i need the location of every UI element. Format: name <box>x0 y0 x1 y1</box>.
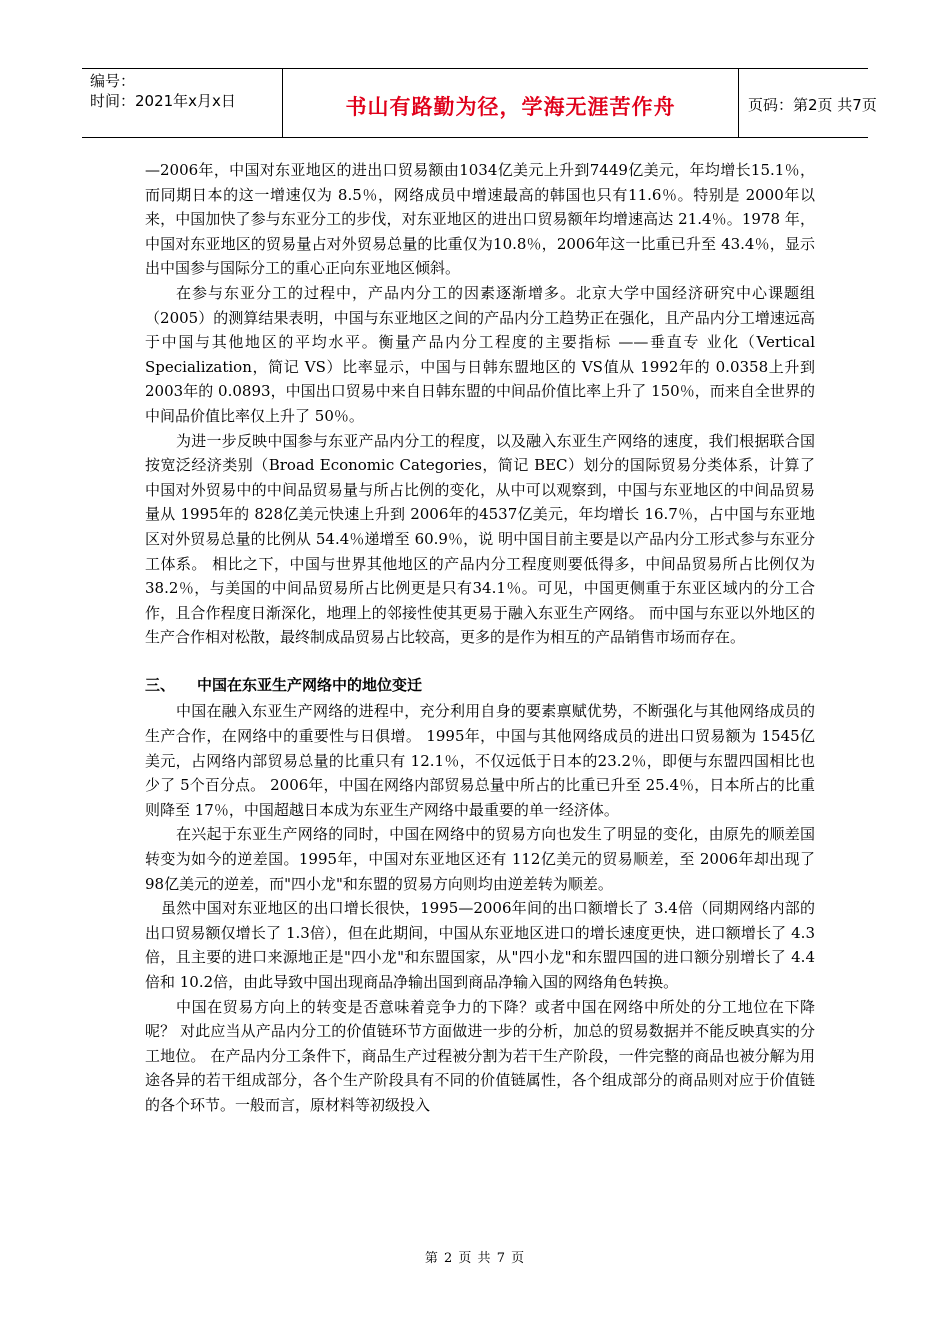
section-title: 中国在东亚生产网络中的地位变迁 <box>197 675 423 694</box>
header-page-cell <box>738 69 877 137</box>
paragraph: 虽然中国对东亚地区的出口增长很快，1995—2006年间的出口额增长了 3.4倍（同期网络内部的出口贸易额仅增长了 1.3倍），但在此期间，中国从东亚地区进口的增长速度更快，进口额增长了 4.3倍，且主要的进口来源地正是"四小龙"和东盟国家，从"四小龙"和东盟四国的进口额分别增长了 4.4倍和 10.2倍，由此导致中国出现商品净输出国到商品净输入国的网络角色转换。 <box>145 899 815 991</box>
document-body <box>145 158 815 1118</box>
document-number-label: 编号： <box>90 72 136 90</box>
header-meta <box>82 69 282 137</box>
document-time-label: 时间：2021年x月x日 <box>90 92 236 110</box>
section-heading <box>145 673 815 698</box>
paragraph: 为进一步反映中国参与东亚产品内分工的程度，以及融入东亚生产网络的速度，我们根据联合国按宽泛经济类别（Broad Economic Categories，简记 BEC）划分的国际贸易分类体系，计算了中国对外贸易中的中间品贸易量与所占比例的变化，从中可以观察到，中国与东亚地区的中间品贸易量从 1995年的 828亿美元快速上升到 2006年的4537亿美元，年均增长 16.7％，占中国与东亚地区对外贸易总量的比例从 54.4％递增至 60.9％，说 明中国目前主要是以产品内分工形式参与东亚分工体系。 相比之下，中国与世界其他地区的产品内分工程度则要低得多，中间品贸易所占比例仅为 38.2％，与美国的中间品贸易所占比例更是只有34.1％。可见，中国更侧重于东亚区域内的分工合作，且合作程度日渐深化，地理上的邻接性使其更易于融入东亚生产网络。 而中国与东亚以外地区的生产合作相对松散，最终制成品贸易占比较高，更多的是作为相互的产品销售市场而存在。 <box>145 431 815 647</box>
header-motto: 书山有路勤为径，学海无涯苦作舟 <box>345 95 676 119</box>
page-header <box>82 68 877 138</box>
section-number: 三、 <box>145 675 176 694</box>
paragraph: —2006年，中国对东亚地区的进出口贸易额由1034亿美元上升到7449亿美元，年均增长15.1％，而同期日本的这一增速仅为 8.5％，网络成员中增速最高的韩国也只有11.6％。特别是 2000年以来，中国加快了参与东亚分工的步伐，对东亚地区的进出口贸易额年均增速高达 21.4％。1978 年，中国对东亚地区的贸易量占对外贸易总量的比重仅为10.8％，2006年这一比重已升至 43.4％，显示出中国参与国际分工的重心正向东亚地区倾斜。 <box>145 161 815 278</box>
header-page-label: 页码：第2页 共7页 <box>748 96 877 114</box>
paragraph: 在参与东亚分工的过程中，产品内分工的因素逐渐增多。北京大学中国经济研究中心课题组（2005）的测算结果表明，中国与东亚地区之间的产品内分工趋势正在强化，且产品内分工增速远高于中国与其他地区的平均水平。衡量产品内分工程度的主要指标 ——垂直专 业化（Vertical Specialization，简记 VS）比率显示，中国与日韩东盟地区的 VS值从 1992年的 0.0358上升到 2003年的 0.0893，中国出口贸易中来自日韩东盟的中间品价值比率上升了 150％，而来自全世界的中间品价值比率仅上升了 50％。 <box>145 283 815 425</box>
header-motto-cell <box>282 69 739 137</box>
page-footer: 第 2 页 共 7 页 <box>424 1251 526 1266</box>
paragraph: 在兴起于东亚生产网络的同时，中国在网络中的贸易方向也发生了明显的变化，由原先的顺差国转变为如今的逆差国。1995年，中国对东亚地区还有 112亿美元的贸易顺差，至 2006年却出现了 98亿美元的逆差，而"四小龙"和东盟的贸易方向则均由逆差转为顺差。 <box>145 825 815 893</box>
paragraph: 中国在贸易方向上的转变是否意味着竞争力的下降？或者中国在网络中所处的分工地位在下降呢？ 对此应当从产品内分工的价值链环节方面做进一步的分析，加总的贸易数据并不能反映真实的分工地位。 在产品内分工条件下，商品生产过程被分割为若干生产阶段，一件完整的商品也被分解为用途各异的若干组成部分，各个生产阶段具有不同的价值链属性，各个组成部分的商品则对应于价值链的各个环节。一般而言，原材料等初级投入 <box>145 997 815 1114</box>
paragraph: 中国在融入东亚生产网络的进程中，充分利用自身的要素禀赋优势，不断强化与其他网络成员的生产合作，在网络中的重要性与日俱增。 1995年，中国与其他网络成员的进出口贸易额为 1545亿美元，占网络内部贸易总量的比重只有 12.1％，不仅远低于日本的23.2％，即便与东盟四国相比也少了 5个百分点。 2006年，中国在网络内部贸易总量中所占的比重已升至 25.4％，日本所占的比重则降至 17％，中国超越日本成为东亚生产网络中最重要的单一经济体。 <box>145 702 815 819</box>
